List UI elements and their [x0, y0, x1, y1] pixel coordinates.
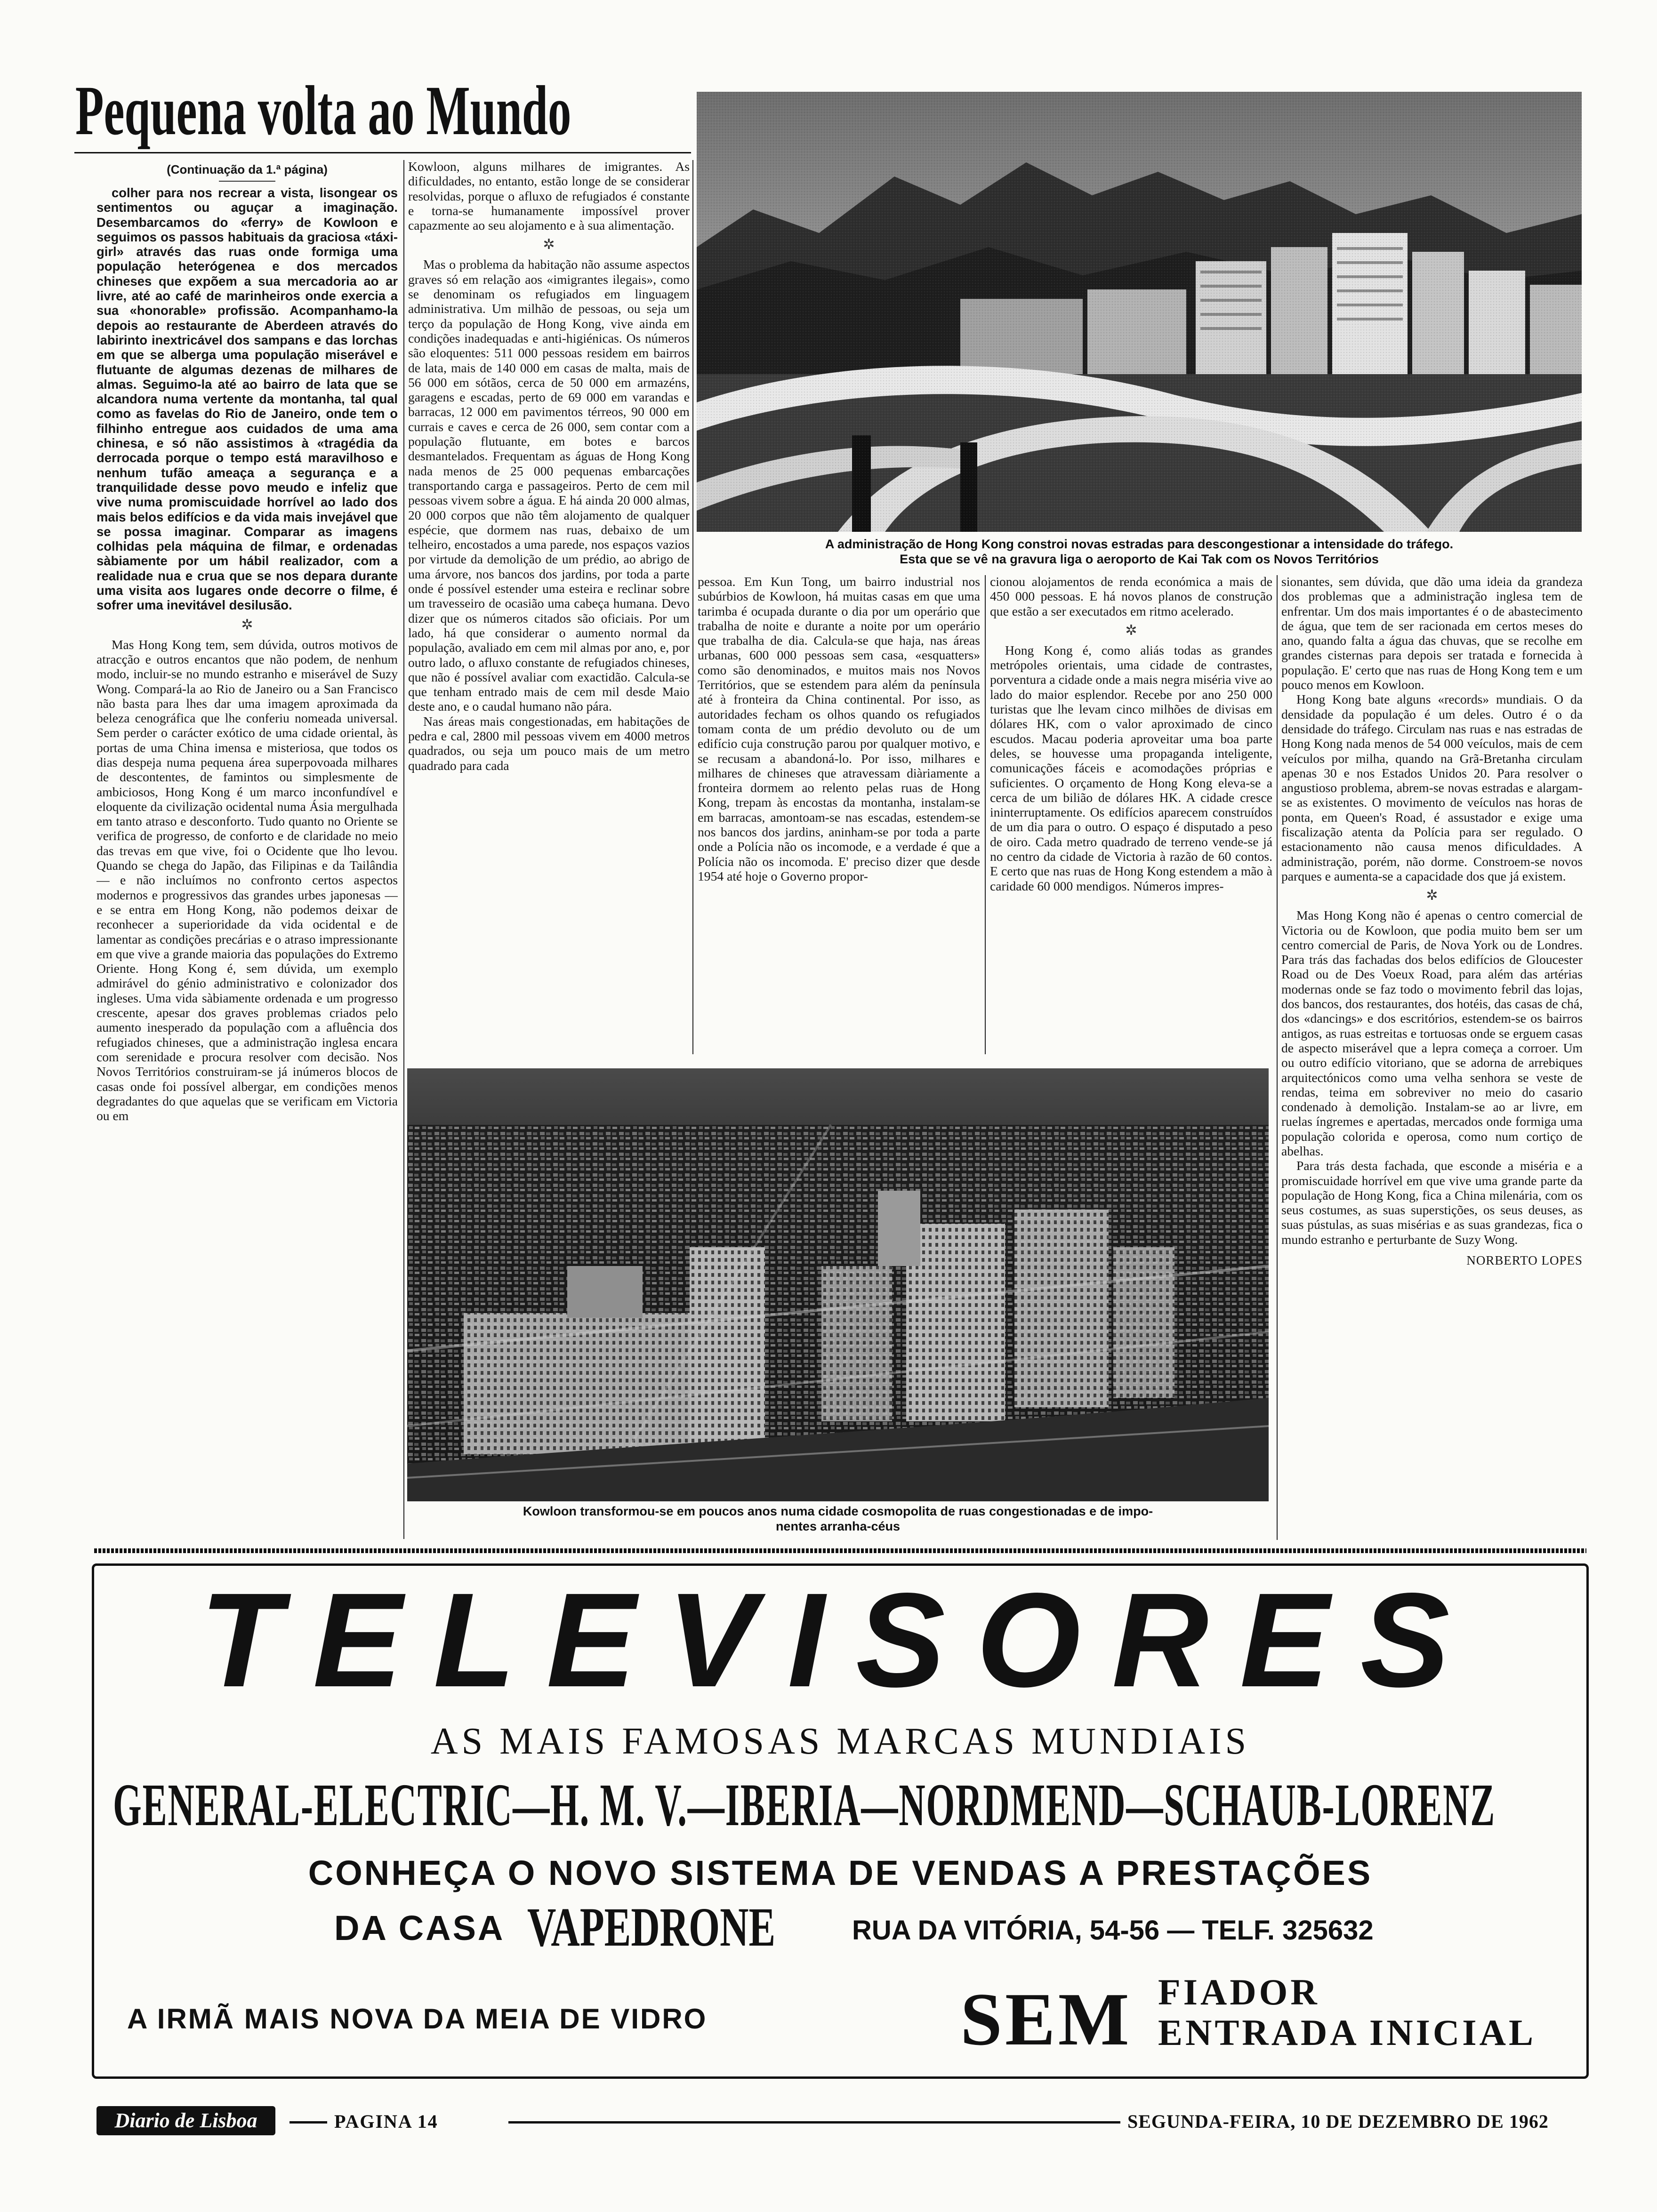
photo-kowloon-aerial [407, 1068, 1269, 1501]
article-paragraph: pessoa. Em Kun Tong, um bairro industrial nos subúrbios de Kowloon, há muitas casas em que uma tarimba é ocupada durante o dia por um operário que trabalha de noite e durante a noite por um operário que trabalha de dia. Calcula-se que haja, nas áreas urbanas, 600 000 pessoas sem casa, «esquatters» como são denominados, e muitos mais nos Novos Territórios, que se estendem para além da península até à fronteira da China continental. Por isso, as autoridades fecham os olhos quando os refugiados tomam conta de um prédio devoluto ou de um edifício cuja construção parou por qualquer motivo, e se recusam a abandoná-lo. Por isso, milhares e milhares de chineses que atravessam diàriamente a fronteira dormem ao relento pelas ruas de Hong Kong, trepam às encostas da montanha, instalam-se em barracas, amontoam-se nas escadas, estendem-se nos bancos dos jardins, aninham-se por toda a parte onde a Polícia não os incomode, e a verdade é que a Polícia não os incomoda. E' preciso dizer que desde 1954 até hoje o Governo propor- [698, 574, 980, 883]
ad-store-name: VAPEDRONE [527, 1896, 776, 1958]
ad-sales-system: CONHEÇA O NOVO SISTEMA DE VENDAS A PRESTAÇÕES [308, 1853, 1373, 1892]
article-column-1 [97, 159, 398, 1539]
article-paragraph: Mas Hong Kong tem, sem dúvida, outros motivos de atracção e outros encantos que não podem, de nenhum modo, incluir-se no mundo estranho e miserável de Suzy Wong. Compará-la ao Rio de Janeiro ou a San Francisco não basta para lhes dar uma imagem aproximada da beleza cenográfica que lhe conferiu nomeada universal. Sem perder o carácter exótico de uma cidade oriental, às portas de uma China imensa e misteriosa, que todos os dias despeja numa pequena área superpovoada milhares de descontentes, de famintos ou simplesmente de ambiciosos, Hong Kong é um marco inconfundível e eloquente da civilização ocidental numa Ásia mergulhada em tanto atraso e desconforto. Tudo quanto no Oriente se verifica de progresso, de conforto e de claridade no meio das trevas em que vive, foi o Ocidente que lho levou. Quando se chega do Japão, das Filipinas e da Tailândia — e não incluímos no confronto certos aspectos modernos e progressivos das grandes urbes japonesas — e se entra em Hong Kong, não podemos deixar de reconhecer a superioridade da vida ocidental e de lamentar as condições precárias e o atraso impressionante em que vive a grande maioria das populações do Extremo Oriente. Hong Kong é, sem dúvida, um exemplo admirável do génio administrativo e colonizador dos ingleses. Uma vida sàbiamente ordenada e um progresso crescente, apesar dos graves problemas criados pelo aumento inesperado da população com a afluência dos refugiados chineses, que a administração inglesa encara com serenidade e procura resolver com decisão. Nos Novos Territórios construiram-se já inúmeros blocos de casas onde foi possível albergar, em condições menos degradantes do que aquelas que se verificam em Victoria ou em [97, 637, 398, 1123]
ad-sem: SEM [960, 1977, 1132, 2061]
article-column-2 [408, 159, 690, 1056]
author-signature: NORBERTO LOPES [1466, 1253, 1583, 1268]
photo-highway-kowloon [697, 92, 1582, 532]
article-paragraph: Para trás desta fachada, que esconde a miséria e a promiscuidade horrível em que vive uma grande parte da população de Hong Kong, fica a China milenária, com os seus costumes, as suas superstições, os seus deuses, as suas pústulas, as suas misérias e as suas grandezas, fica o mundo estranho e perturbante de Suzy Wong. [1281, 1158, 1583, 1247]
article-paragraph: Mas Hong Kong não é apenas o centro comercial de Victoria ou de Kowloon, que podia muito bem ser um centro comercial de Paris, de Nova York ou de Londres. Para trás das fachadas dos belos edifícios de Gloucester Road ou de Des Voeux Road, para além das artérias modernas onde se faz todo o movimento febril das lojas, dos bancos, dos restaurantes, dos hotéis, das casas de chá, dos «dancings» e dos escritórios, estendem-se os bairros antigos, as ruas estreitas e tortuosas onde se erguem casas de aspecto miserável que a lepra começa a corroer. Um ou outro edifício vitoriano, que se adorna de arrebiques arquitectónicos como uma velha senhora se veste de rendas, teima em sobreviver no meio do casario condenado à demolição. Instalam-se ao ar livre, em ruelas íngremes e apertadas, mercados onde formiga uma população colorida e operosa, como num cortiço de abelhas. [1281, 908, 1583, 1158]
ad-brands: GENERAL-ELECTRIC—H. M. V.—IBERIA—NORDMEND—SCHAUB-LORENZ [113, 1771, 1496, 1838]
section-star: ✲ [1426, 888, 1438, 904]
ad-slogan: A IRMÃ MAIS NOVA DA MEIA DE VIDRO [127, 2003, 708, 2035]
column-divider [985, 575, 986, 1054]
footer-date: SEGUNDA-FEIRA, 10 DE DEZEMBRO DE 1962 [1127, 2111, 1549, 2132]
photo-kowloon-caption: Kowloon transformou-se em poucos anos numa cidade cosmopolita de ruas congestionadas e de impo- nentes arranha-céus [523, 1504, 1153, 1533]
ad-subtitle: AS MAIS FAMOSAS MARCAS MUNDIAIS [430, 1721, 1250, 1762]
section-star: ✲ [1125, 622, 1137, 638]
ad-store-line: DA CASA VAPEDRONE RUA DA VITÓRIA, 54-56 — TELF. 325632 [334, 1896, 1374, 1958]
article-paragraph: Hong Kong bate alguns «records» mundiais. O da densidade da população é um deles. Outro é o da densidade do tráfego. Circulam nas ruas e nas estradas de Hong Kong nada menos de 54 000 veículos, mais de cem veículos por milha, quando na Grã-Bretanha circulam apenas 30 e nos Estados Unidos 20. Para resolver o angustioso problema, abrem-se novas estradas e alargam-se as existentes. O movimento de veículos nas horas de ponta, em Queen's Road, é assustador e exige uma fiscalização atenta da Polícia para ser regulado. O estacionamento não causa menos dificuldades. A administração, porém, não dorme. Constroem-se novos parques e aumenta-se a capacidade dos que já existem. [1281, 692, 1583, 883]
article-paragraph: Hong Kong é, como aliás todas as grandes metrópoles orientais, uma cidade de contrastes, porventura a cidade onde a mais negra miséria vive ao lado do maior esplendor. Recebe por ano 250 000 turistas que lhe levam cinco milhões de divisas em dólares HK, com o valor aproximado de cinco escudos. Macau poderia aproveitar uma boa parte deles, se houvesse uma propaganda inteligente, comunicações fáceis e acomodações próprias e suficientes. O orçamento de Hong Kong eleva-se a cerca de um bilião de dólares HK. A cidade cresce ininterruptamente. Os edifícios aparecem construídos de um dia para o outro. O espaço é disputado a peso de oiro. Cada metro quadrado de terreno vende-se já no centro da cidade de Victoria à razão de 60 contos. E certo que nas ruas de Hong Kong estendem a mão à caridade 60 000 mendigos. Números impres- [990, 642, 1272, 893]
column-divider [692, 160, 693, 1054]
article-lead: colher para nos recrear a vista, lisongear os sentimentos ou aguçar a imaginação. Desembarcamos do «ferry» de Kowloon e seguimos os passos habituais da graciosa «táxi-girl» através das ruas onde formiga uma população heterógenea e dos mercados chineses que expõem a sua mercadoria ao ar livre, até ao café de marinheiros onde exercia a sua «honorable» profissão. Acompanhamo-la depois ao restaurante de Aberdeen através do labirinto inextricável dos sampans e das lorchas em que se alberga uma população miserável e flutuante de algumas dezenas de milhares de almas. Seguimo-la até ao bairro de lata que se alcandora numa vertente da montanha, tal qual como as favelas do Rio de Janeiro, onde tem o filhinho entregue aos cuidados de uma ama chinesa, e só não assistimos à «tragédia da derrocada porque o tempo está maravilhoso e nenhum tufão ameaça a segurança e a tranquilidade desse povo meudo e infeliz que vive numa promiscuidade horrível ao lado dos mais belos edifícios e da vida mais invejável que se possa imaginar. Comparar as imagens colhidas pela máquina de filmar, e ordenadas sàbiamente por um hábil realizador, com a realidade nua e crua que se nos depara durante uma visita aos lugares onde decorre o filme, é sofrer uma inevitável desilusão. [97, 185, 398, 613]
footer-rule [508, 2121, 1120, 2124]
article-paragraph: sionantes, sem dúvida, que dão uma ideia da grandeza dos problemas que a administração inglesa tem de enfrentar. Um dos mais importantes é o de abastecimento de água, que tem de ser racionada em certos meses do ano, quando falta a água das chuvas, que se recolhe em grandes cisternas para depois ser tratada e fornecida à população. E' certo que nas ruas de Hong Kong tem e um pouco menos em Kowloon. [1281, 574, 1583, 692]
section-star: ✲ [543, 237, 555, 253]
footer-logo: Diario de Lisboa [97, 2106, 275, 2135]
article-paragraph: cionou alojamentos de renda económica a mais de 450 000 pessoas. E há novos planos de construção que estão a ser executados em ritmo acelerado. [990, 574, 1272, 618]
column-divider [1277, 575, 1278, 1540]
footer-page-number: PAGINA 14 [334, 2111, 438, 2132]
continuation-rule [219, 181, 275, 182]
title-underline [74, 152, 691, 153]
ad-address: RUA DA VITÓRIA, 54-56 — TELF. 325632 [852, 1915, 1374, 1946]
photo-highway-caption: A administração de Hong Kong constroi novas estradas para descongestionar a intensidade do tráfego. Esta que se vê na gravura liga o aeroporto de Kai Tak com os Novos Territórios [825, 537, 1454, 566]
article-paragraph: Kowloon, alguns milhares de imigrantes. As dificuldades, no entanto, estão longe de se considerar resolvidas, porque o afluxo de refugiados é constante e torna-se humanamente impossível prover capazmente ao seu alojamento e à sua alimentação. [408, 159, 690, 233]
article-paragraph: Nas áreas mais congestionadas, em habitações de pedra e cal, 2800 mil pessoas vivem em 4000 metros quadrados, ou seja um pouco mais de um metro quadrado para cada [408, 713, 690, 773]
article-column-5 [1281, 574, 1583, 1534]
ad-fiador: FIADOR ENTRADA INICIAL [1158, 1972, 1536, 2053]
section-star: ✲ [241, 617, 253, 633]
section-separator [94, 1548, 1586, 1553]
ad-headline: TELEVISORES [200, 1565, 1481, 1715]
article-paragraph: Mas o problema da habitação não assume aspectos graves só em relação aos «imigrantes ilegais», como se denominam os refugiados em linguagem administrativa. Um milhão de pessoas, ou seja um terço da população de Hong Kong, vive ainda em condições inadequadas e anti-higiénicas. Os números são eloquentes: 511 000 pessoas residem em bairros de lata, mais de 140 000 em casas de malta, mais de 56 000 em sótãos, cerca de 50 000 em armazéns, garagens e escadas, perto de 69 000 em varandas e barracas, 12 000 em pavimentos térreos, 90 000 em currais e caves e cerca de 26 000, sem contar com a população flutuante, em botes e barcos desmantelados. Frequentam as águas de Hong Kong nada menos de 25 000 pequenas embarcações transportando carga e passageiros. Perto de cem mil pessoas vivem sobre a água. E há ainda 20 000 almas, 20 000 corpos que não têm alojamento de qualquer espécie, que dormem nas ruas, debaixo de um telheiro, encostados a uma parede, nos espaços vazios por virtude da demolição de um prédio, ao abrigo de uma árvore, nos bancos dos jardins, por toda a parte onde é possível estender uma esteira e reclinar sobre um travesseiro de ocasião uma cabeça humana. Devo dizer que os números citados são oficiais. Por um lado, há que considerar o aumento normal da população, avaliado em cem mil almas por ano, e, por outro lado, o afluxo constante de refugiados chineses, que não é possível avaliar com exactidão. Calcula-se que tenham entrado mais de cem mil desde Maio deste ano, e o caudal humano não pára. [408, 257, 690, 714]
article-column-4 [990, 574, 1272, 1054]
footer-rule [290, 2121, 327, 2124]
continuation-note: (Continuação da 1.ª página) [167, 162, 328, 176]
column-divider [403, 160, 404, 1539]
article-title: Pequena volta ao Mundo [75, 72, 571, 150]
article-column-3 [698, 574, 980, 1054]
